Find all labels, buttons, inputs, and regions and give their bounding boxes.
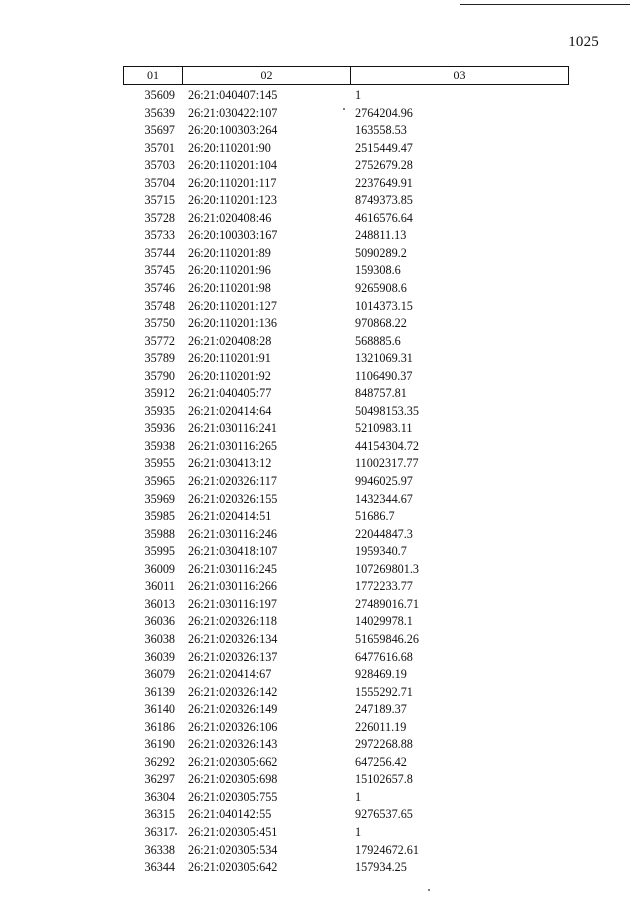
value-cell: 647256.42 (355, 754, 407, 769)
row-id-cell: 35985 (144, 509, 175, 524)
row-id-cell: 35790 (144, 368, 175, 383)
cadastral-number-cell: 26:21:020326:143 (188, 737, 278, 752)
value-cell: 226011.19 (355, 719, 407, 734)
cadastral-number-cell: 26:20:110201:90 (188, 140, 271, 155)
cadastral-number-cell: 26:21:020326:155 (188, 491, 278, 506)
value-cell: 1 (355, 88, 362, 102)
table-row (123, 754, 569, 772)
value-cell: 248811.13 (355, 228, 407, 243)
cadastral-number-cell: 26:20:110201:136 (188, 316, 277, 331)
row-id-cell: 36038 (144, 631, 175, 646)
cadastral-number-cell: 26:20:110201:123 (188, 193, 277, 208)
table-row (123, 157, 569, 175)
table-row (123, 403, 569, 421)
table-row (123, 140, 569, 158)
table-row (123, 298, 569, 316)
row-id-cell: 35639 (144, 105, 175, 120)
table-row (123, 105, 569, 123)
row-id-cell: 35750 (144, 316, 175, 331)
cadastral-number-cell: 26:20:100303:264 (188, 123, 278, 138)
cadastral-number-cell: 26:20:110201:92 (188, 368, 271, 383)
cadastral-number-cell: 26:21:030116:246 (188, 526, 277, 541)
cadastral-number-cell: 26:21:030116:245 (188, 561, 277, 576)
value-cell: 5210983.11 (355, 421, 413, 436)
row-id-cell: 36009 (144, 561, 175, 576)
cadastral-number-cell: 26:21:030116:241 (188, 421, 277, 436)
cadastral-number-cell: 26:21:020414:51 (188, 509, 272, 524)
row-id-cell: 36315 (144, 807, 175, 822)
cadastral-number-cell: 26:21:020305:642 (188, 860, 278, 875)
value-cell: 970868.22 (355, 316, 407, 331)
value-cell: 22044847.3 (355, 526, 413, 541)
row-id-cell: 35772 (144, 333, 175, 348)
value-cell: 1432344.67 (355, 491, 413, 506)
cadastral-number-cell: 26:21:030116:266 (188, 579, 277, 594)
value-cell: 17924672.61 (355, 842, 419, 857)
row-id-cell: 36190 (144, 737, 175, 752)
cadastral-number-cell: 26:21:020326:137 (188, 649, 278, 664)
row-id-cell: 35609 (144, 88, 175, 102)
table-row (123, 631, 569, 649)
row-id-cell: 35745 (144, 263, 175, 278)
cadastral-number-cell: 26:20:110201:96 (188, 263, 271, 278)
value-cell: 1321069.31 (355, 351, 413, 366)
table-row (123, 175, 569, 193)
table-row (123, 719, 569, 737)
cadastral-number-cell: 26:21:040405:77 (188, 386, 272, 401)
row-id-cell: 35965 (144, 474, 175, 489)
value-cell: 8749373.85 (355, 193, 413, 208)
value-cell: 568885.6 (355, 333, 401, 348)
row-id-cell: 35955 (144, 456, 175, 471)
cadastral-number-cell: 26:21:020326:142 (188, 684, 278, 699)
value-cell: 2764204.96 (355, 105, 413, 120)
cadastral-number-cell: 26:21:020414:64 (188, 403, 272, 418)
table-row (123, 859, 569, 877)
value-cell: 1106490.37 (355, 368, 413, 383)
cadastral-number-cell: 26:21:020305:698 (188, 772, 278, 787)
table-row (123, 315, 569, 333)
row-id-cell: 36338 (144, 842, 175, 857)
table-row (123, 262, 569, 280)
row-id-cell: 35936 (144, 421, 175, 436)
value-cell: 159308.6 (355, 263, 401, 278)
cadastral-number-cell: 26:21:040142:55 (188, 807, 272, 822)
table-row (123, 508, 569, 526)
table-row (123, 122, 569, 140)
row-id-cell: 36292 (144, 754, 175, 769)
cadastral-number-cell: 26:21:020326:117 (188, 474, 277, 489)
cadastral-number-cell: 26:20:110201:104 (188, 158, 277, 173)
value-cell: 2515449.47 (355, 140, 413, 155)
row-id-cell: 35704 (144, 175, 175, 190)
scan-speck (428, 889, 430, 891)
value-cell: 1014373.15 (355, 298, 413, 313)
cadastral-number-cell: 26:21:030422:107 (188, 105, 278, 120)
cadastral-number-cell: 26:21:020305:534 (188, 842, 278, 857)
cadastral-number-cell: 26:21:020414:67 (188, 667, 272, 682)
row-id-cell: 36186 (144, 719, 175, 734)
cadastral-number-cell: 26:21:020326:118 (188, 614, 277, 629)
cadastral-number-cell: 26:21:020408:46 (188, 210, 272, 225)
row-id-cell: 35912 (144, 386, 175, 401)
table-row (123, 526, 569, 544)
value-cell: 9946025.97 (355, 474, 413, 489)
table-body (123, 87, 569, 877)
value-cell: 5090289.2 (355, 245, 407, 260)
table-row (123, 789, 569, 807)
cadastral-number-cell: 26:21:020305:755 (188, 789, 278, 804)
row-id-cell: 36304 (144, 789, 175, 804)
value-cell: 6477616.68 (355, 649, 413, 664)
scan-speck (175, 833, 177, 835)
value-cell: 1555292.71 (355, 684, 413, 699)
cadastral-number-cell: 26:20:110201:91 (188, 351, 271, 366)
table-row (123, 333, 569, 351)
table-row (123, 842, 569, 860)
row-id-cell: 35744 (144, 245, 175, 260)
value-cell: 51686.7 (355, 509, 395, 524)
table-row (123, 806, 569, 824)
row-id-cell: 35938 (144, 438, 175, 453)
table-row (123, 227, 569, 245)
value-cell: 163558.53 (355, 123, 407, 138)
table-row (123, 438, 569, 456)
value-cell: 2237649.91 (355, 175, 413, 190)
table-row (123, 368, 569, 386)
cadastral-number-cell: 26:21:020305:451 (188, 824, 278, 839)
page-number: 1025 (568, 34, 599, 50)
row-id-cell: 36344 (144, 860, 175, 875)
value-cell: 1 (355, 789, 362, 804)
cadastral-number-cell: 26:21:020326:106 (188, 719, 278, 734)
row-id-cell: 35728 (144, 210, 175, 225)
table-row (123, 385, 569, 403)
table-header (123, 66, 569, 85)
row-id-cell: 35748 (144, 298, 175, 313)
row-id-cell: 36079 (144, 667, 175, 682)
cadastral-number-cell: 26:21:020326:134 (188, 631, 278, 646)
table-row (123, 578, 569, 596)
row-id-cell: 35701 (144, 140, 175, 155)
value-cell: 11002317.77 (355, 456, 419, 471)
cadastral-number-cell: 26:20:110201:98 (188, 281, 271, 296)
row-id-cell: 35988 (144, 526, 175, 541)
table-row (123, 561, 569, 579)
scan-speck (343, 108, 345, 110)
row-id-cell: 35733 (144, 228, 175, 243)
value-cell: 15102657.8 (355, 772, 413, 787)
value-cell: 1959340.7 (355, 544, 407, 559)
value-cell: 928469.19 (355, 667, 407, 682)
value-cell: 1 (355, 824, 362, 839)
row-id-cell: 35697 (144, 123, 175, 138)
row-id-cell: 36317 (144, 824, 175, 839)
value-cell: 247189.37 (355, 702, 407, 717)
row-id-cell: 35935 (144, 403, 175, 418)
table-row (123, 87, 569, 105)
top-rule (460, 4, 630, 5)
cadastral-number-cell: 26:21:030418:107 (188, 544, 278, 559)
table-row (123, 455, 569, 473)
value-cell: 14029978.1 (355, 614, 413, 629)
cadastral-number-cell: 26:21:020305:662 (188, 754, 278, 769)
table-row (123, 473, 569, 491)
header-col-02: 02 (183, 67, 351, 84)
row-id-cell: 36013 (144, 596, 175, 611)
value-cell: 50498153.35 (355, 403, 419, 418)
row-id-cell: 35715 (144, 193, 175, 208)
value-cell: 2972268.88 (355, 737, 413, 752)
cadastral-number-cell: 26:21:030116:265 (188, 438, 277, 453)
value-cell: 51659846.26 (355, 631, 419, 646)
table-row (123, 649, 569, 667)
table-row (123, 280, 569, 298)
value-cell: 9265908.6 (355, 281, 407, 296)
row-id-cell: 36297 (144, 772, 175, 787)
value-cell: 107269801.3 (355, 561, 419, 576)
header-col-01: 01 (124, 67, 183, 84)
value-cell: 4616576.64 (355, 210, 413, 225)
table-row (123, 771, 569, 789)
cadastral-number-cell: 26:21:020326:149 (188, 702, 278, 717)
value-cell: 2752679.28 (355, 158, 413, 173)
data-table (123, 66, 569, 877)
value-cell: 157934.25 (355, 860, 407, 875)
table-row (123, 701, 569, 719)
row-id-cell: 36011 (144, 579, 175, 594)
cadastral-number-cell: 26:21:030413:12 (188, 456, 272, 471)
cadastral-number-cell: 26:21:040407:145 (188, 88, 278, 102)
table-row (123, 350, 569, 368)
row-id-cell: 35789 (144, 351, 175, 366)
cadastral-number-cell: 26:21:030116:197 (188, 596, 277, 611)
cadastral-number-cell: 26:20:110201:127 (188, 298, 277, 313)
table-row (123, 192, 569, 210)
table-row (123, 613, 569, 631)
table-row (123, 543, 569, 561)
table-row (123, 684, 569, 702)
table-row (123, 736, 569, 754)
cadastral-number-cell: 26:20:100303:167 (188, 228, 278, 243)
table-row (123, 420, 569, 438)
table-row (123, 666, 569, 684)
value-cell: 9276537.65 (355, 807, 413, 822)
value-cell: 848757.81 (355, 386, 407, 401)
row-id-cell: 36139 (144, 684, 175, 699)
row-id-cell: 35746 (144, 281, 175, 296)
cadastral-number-cell: 26:20:110201:89 (188, 245, 271, 260)
row-id-cell: 35969 (144, 491, 175, 506)
row-id-cell: 36036 (144, 614, 175, 629)
table-row (123, 596, 569, 614)
table-row (123, 824, 569, 842)
table-row (123, 245, 569, 263)
cadastral-number-cell: 26:20:110201:117 (188, 175, 277, 190)
row-id-cell: 36140 (144, 702, 175, 717)
row-id-cell: 35995 (144, 544, 175, 559)
row-id-cell: 36039 (144, 649, 175, 664)
table-row (123, 210, 569, 228)
cadastral-number-cell: 26:21:020408:28 (188, 333, 272, 348)
header-col-03: 03 (453, 68, 466, 82)
row-id-cell: 35703 (144, 158, 175, 173)
value-cell: 27489016.71 (355, 596, 419, 611)
value-cell: 44154304.72 (355, 438, 419, 453)
value-cell: 1772233.77 (355, 579, 413, 594)
table-row (123, 491, 569, 509)
